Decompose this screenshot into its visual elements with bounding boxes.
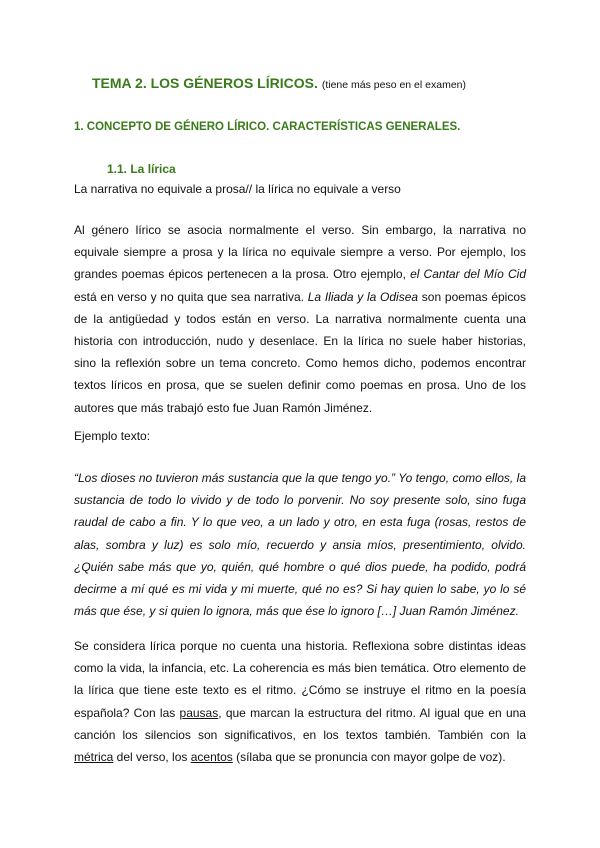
p3-underline-acentos: acentos	[190, 750, 233, 765]
subsection-heading: 1.1. La lírica	[107, 162, 176, 176]
p1-text-2: está en verso y no quita que sea narrativa.	[74, 289, 308, 304]
page-title	[92, 75, 466, 91]
p3-underline-metrica: métrica	[74, 750, 114, 765]
p1-italic-iliada: La Iliada y la Odisea	[307, 289, 419, 304]
p3-text-1: Se considera lírica porque no cuenta una historia. Reflexiona sobre distintas ideas como la vida, la infancia, etc. La coherencia es más bien temática. Otro elemento de la lírica que tiene este texto es el ritmo. ¿Cómo se instruye el ritmo en la poesía española? Con las	[74, 639, 526, 720]
paragraph-analysis	[74, 635, 526, 768]
p3-text-4: (sílaba que se pronuncia con mayor golpe de voz).	[232, 750, 506, 765]
example-label: Ejemplo texto:	[74, 429, 151, 443]
title-main: TEMA 2. LOS GÉNEROS LÍRICOS.	[92, 75, 318, 91]
subsection-lead: La narrativa no equivale a prosa// la lírica no equivale a verso	[74, 182, 401, 196]
paragraph-intro	[74, 219, 526, 419]
p3-text-2: , que marcan la estructura del ritmo. Al igual que en una canción los silencios son significativos, en los textos también. También con la	[74, 705, 526, 742]
p1-text-1: Al género lírico se asocia normalmente el verso. Sin embargo, la narrativa no equivale siempre a prosa y la lírica no equivale siempre a verso. Por ejemplo, los grandes poemas épicos pertenecen a la prosa. Otro ejemplo,	[74, 223, 526, 282]
p3-underline-pausas: pausas	[179, 705, 219, 720]
example-quote: “Los dioses no tuvieron más sustancia que la que tengo yo.” Yo tengo, como ellos, la sustancia de todo lo vivido y de todo lo porvenir. No soy presente solo, sino fuga raudal de cabo a fin. Y lo que veo, a un lado y otro, en esta fuga (rosas, restos de alas, sombra y luz) es solo mío, recuerdo y ansia míos, presentimiento, olvido. ¿Quién sabe más que yo, quién, qué hombre o qué dios puede, ha podido, podrá decirme a mí qué es mi vida y mi muerte, qué no es? Si hay quien lo sabe, yo lo sé más que ése, y si quien lo ignora, más que ése lo ignoro […] Juan Ramón Jiménez.	[74, 471, 526, 619]
p1-text-3: son poemas épicos de la antigüedad y todos están en verso. La narrativa normalmente cuenta una historia con introducción, nudo y desenlace. En la lírica no suele haber historias, sino la reflexión sobre un tema concreto. Como hemos dicho, podemos encontrar textos líricos en prosa, que se suelen definir como poemas en prosa. Uno de los autores que más trabajó esto fue Juan Ramón Jiménez.	[74, 289, 527, 415]
p1-italic-cantar: el Cantar del Mío Cid	[410, 267, 527, 282]
p3-text-3: del verso, los	[113, 750, 191, 765]
section-heading: 1. CONCEPTO DE GÉNERO LÍRICO. CARACTERÍSTICAS GENERALES.	[74, 121, 461, 133]
title-note: (tiene más peso en el examen)	[321, 79, 467, 91]
